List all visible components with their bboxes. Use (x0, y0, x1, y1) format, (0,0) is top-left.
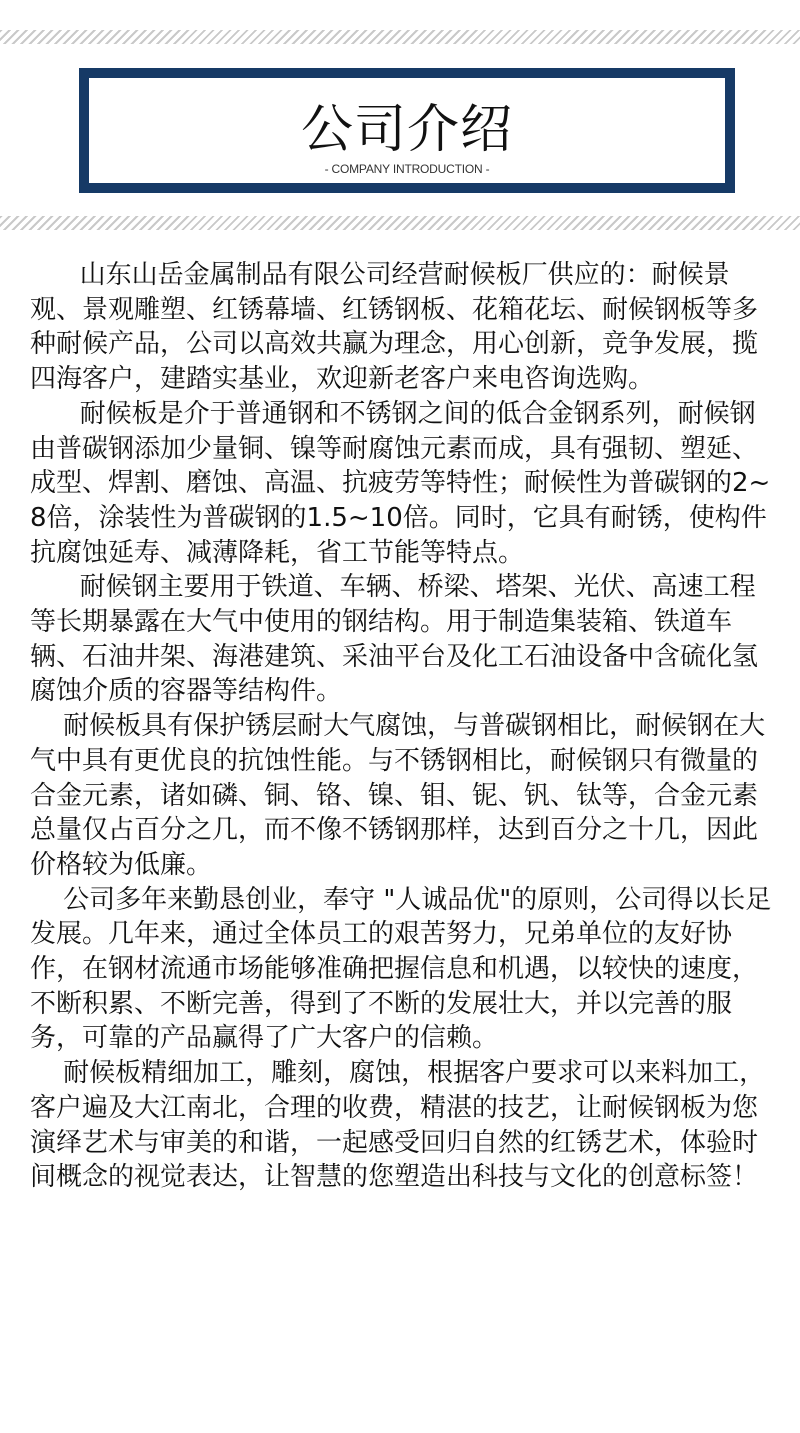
page-title: 公司介绍 (300, 100, 513, 160)
intro-paragraph-5: 公司多年来勤恳创业，奉守 "人诚品优"的原则，公司得以长足发展。几年来，通过全体员工的艰苦努力，兄弟单位的友好协作，在钢材流通市场能够准确把握信息和机遇，以较快的速度，不断积累、不断完善，得到了不断的发展壮大，并以完善的服务，可靠的产品赢得了广大客户的信赖。 (30, 884, 772, 1054)
intro-paragraph-4: 耐候板具有保护锈层耐大气腐蚀，与普碳钢相比，耐候钢在大气中具有更优良的抗蚀性能。与不锈钢相比，耐候钢只有微量的合金元素，诸如磷、铜、铬、镍、钼、铌、钒、钛等，合金元素总量仅占百分之几，而不像不锈钢那样，达到百分之十几，因此价格较为低廉。 (30, 711, 766, 880)
page-subtitle: - COMPANY INTRODUCTION - (324, 162, 490, 176)
intro-paragraph-2: 耐候板是介于普通钢和不锈钢之间的低合金钢系列，耐候钢由普碳钢添加少量铜、镍等耐腐蚀元素而成，具有强韧、塑延、成型、焊割、磨蚀、高温、抗疲劳等特性；耐候性为普碳钢的2~8倍，涂装性为普碳钢的1.5~10倍。同时，它具有耐锈，使构件抗腐蚀延寿、减薄降耗，省工节能等特点。 (30, 398, 771, 568)
company-introduction-text (30, 258, 775, 1195)
decorative-stripe-bottom (0, 216, 800, 230)
title-banner (79, 68, 735, 193)
decorative-stripe-top (0, 30, 800, 44)
intro-paragraph-6: 耐候板精细加工，雕刻，腐蚀，根据客户要求可以来料加工，客户遍及大江南北，合理的收费，精湛的技艺，让耐候钢板为您演绎艺术与审美的和谐，一起感受回归自然的红锈艺术，体验时间概念的视觉表达，让智慧的您塑造出科技与文化的创意标签！ (30, 1058, 766, 1193)
intro-paragraph-3: 耐候钢主要用于铁道、车辆、桥梁、塔架、光伏、高速工程等长期暴露在大气中使用的钢结构。用于制造集装箱、铁道车辆、石油井架、海港建筑、采油平台及化工石油设备中含硫化氢腐蚀介质的容器等结构件。 (30, 572, 759, 707)
intro-paragraph-1: 山东山岳金属制品有限公司经营耐候板厂供应的：耐候景观、景观雕塑、红锈幕墙、红锈钢板、花箱花坛、耐候钢板等多种耐候产品，公司以高效共赢为理念，用心创新，竞争发展，揽四海客户，建踏实基业，欢迎新老客户来电咨询选购。 (30, 260, 759, 395)
title-banner-inner (89, 78, 725, 183)
